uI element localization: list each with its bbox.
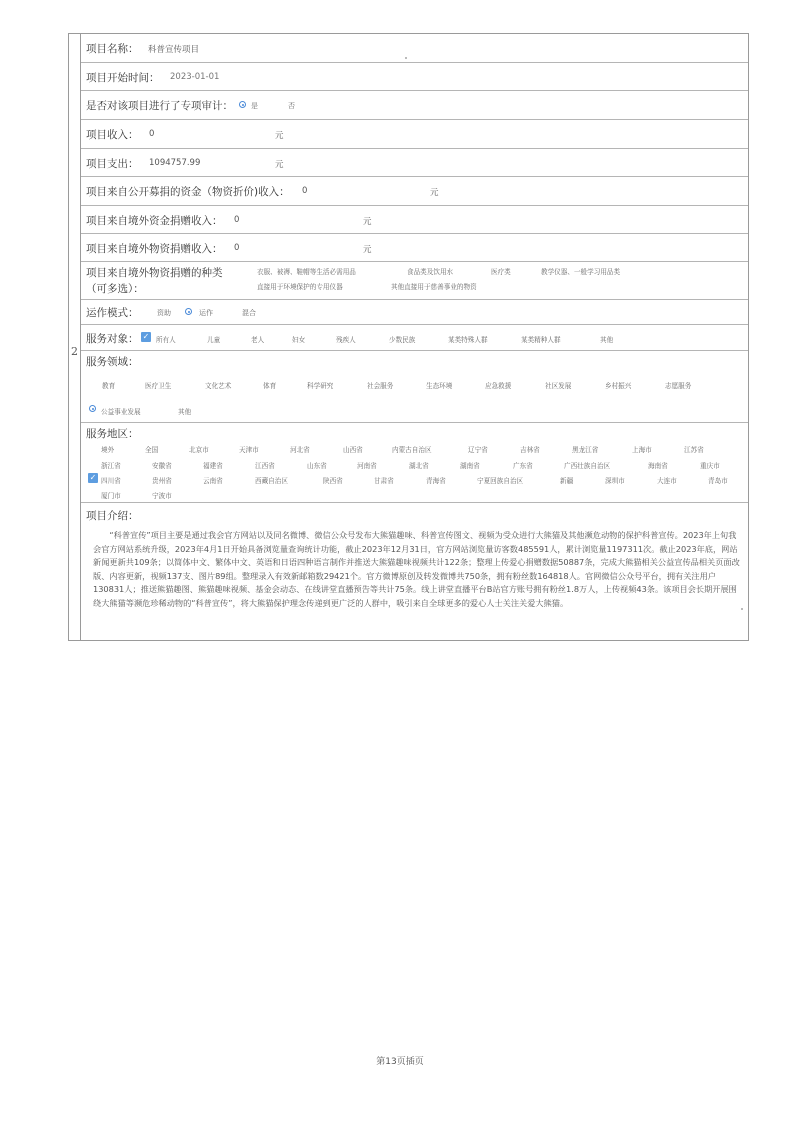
- page-insert-footer: 第13页插页: [376, 1057, 424, 1067]
- expense-unit: 元: [275, 160, 284, 170]
- field-option[interactable]: 社区发展: [545, 382, 572, 390]
- audit-yes-label: 是: [251, 102, 258, 110]
- foreign-goods-label: 项目来自境外物资捐赠收入：: [86, 243, 223, 255]
- row-operation-mode: [81, 300, 748, 325]
- row-special-audit: [81, 91, 748, 120]
- region-option[interactable]: 青海省: [426, 477, 446, 485]
- region-option[interactable]: 河北省: [290, 446, 310, 454]
- target-option[interactable]: 老人: [251, 336, 265, 344]
- region-option[interactable]: 厦门市: [101, 492, 121, 500]
- row-project-intro: [81, 503, 748, 642]
- region-option[interactable]: 宁波市: [152, 492, 172, 500]
- scan-mark: [741, 608, 743, 610]
- region-option[interactable]: 海南省: [648, 462, 668, 470]
- intro-label: 项目介绍：: [86, 510, 139, 522]
- row-service-targets: [81, 325, 748, 351]
- field-option[interactable]: 体育: [263, 382, 277, 390]
- income-unit: 元: [275, 131, 284, 141]
- row-project-name: [81, 34, 748, 63]
- region-option[interactable]: 内蒙古自治区: [392, 446, 432, 454]
- service-targets-label: 服务对象：: [86, 333, 139, 345]
- row-start-time: [81, 63, 748, 91]
- region-option-selected[interactable]: 四川省: [101, 477, 121, 485]
- region-option[interactable]: 浙江省: [101, 462, 121, 470]
- audit-no-label[interactable]: 否: [288, 102, 295, 110]
- income-value[interactable]: 0: [149, 129, 155, 139]
- left-margin-column: [69, 34, 81, 640]
- target-option[interactable]: 所有人: [156, 336, 176, 344]
- region-option[interactable]: 吉林省: [520, 446, 540, 454]
- operation-mode-label: 运作模式：: [86, 307, 139, 319]
- foreign-funds-label: 项目来自境外资金捐赠收入：: [86, 215, 223, 227]
- region-option[interactable]: 青岛市: [708, 477, 728, 485]
- project-form: [68, 33, 749, 641]
- region-sichuan-checkbox[interactable]: ✓: [89, 473, 97, 482]
- region-option[interactable]: 陕西省: [323, 477, 343, 485]
- region-option[interactable]: 云南省: [203, 477, 223, 485]
- region-option[interactable]: 北京市: [189, 446, 209, 454]
- target-option[interactable]: 残疾人: [336, 336, 356, 344]
- field-option[interactable]: 其他: [178, 408, 192, 416]
- region-option[interactable]: 重庆市: [700, 462, 720, 470]
- region-option[interactable]: 广西壮族自治区: [564, 462, 611, 470]
- goods-type-option[interactable]: 其他直接用于慈善事业的物资: [391, 283, 477, 291]
- expense-value[interactable]: 1094757.99: [149, 158, 201, 168]
- field-option[interactable]: 志愿服务: [665, 382, 692, 390]
- field-option[interactable]: 文化艺术: [205, 382, 232, 390]
- target-option[interactable]: 少数民族: [389, 336, 416, 344]
- region-option[interactable]: 上海市: [632, 446, 652, 454]
- goods-type-option[interactable]: 直接用于环境保护的专用仪器: [257, 283, 343, 291]
- region-option[interactable]: 江西省: [255, 462, 275, 470]
- row-service-regions: [81, 423, 748, 503]
- field-option[interactable]: 教育: [102, 382, 116, 390]
- region-option[interactable]: 福建省: [203, 462, 223, 470]
- region-option[interactable]: 湖北省: [409, 462, 429, 470]
- foreign-funds-value[interactable]: 0: [234, 215, 240, 225]
- audit-yes-radio[interactable]: [239, 101, 246, 108]
- region-option[interactable]: 天津市: [239, 446, 259, 454]
- goods-types-label: 项目来自境外物资捐赠的种类: [86, 267, 223, 279]
- region-option[interactable]: 湖南省: [460, 462, 480, 470]
- field-selected-radio[interactable]: [89, 405, 96, 412]
- foreign-funds-unit: 元: [363, 217, 372, 227]
- region-option[interactable]: 全国: [145, 446, 159, 454]
- region-option[interactable]: 境外: [101, 446, 115, 454]
- start-time-label: 项目开始时间：: [86, 72, 160, 84]
- region-option[interactable]: 江苏省: [684, 446, 704, 454]
- project-name-label: 项目名称：: [86, 43, 139, 55]
- target-option[interactable]: 妇女: [292, 336, 306, 344]
- field-option[interactable]: 生态环境: [426, 382, 453, 390]
- target-all-checkbox[interactable]: ✓: [142, 332, 150, 341]
- region-option[interactable]: 山西省: [343, 446, 363, 454]
- region-option[interactable]: 广东省: [513, 462, 533, 470]
- service-fields-label: 服务领域：: [86, 356, 139, 368]
- row-income: [81, 120, 748, 149]
- field-option-selected[interactable]: 公益事业发展: [101, 408, 141, 416]
- income-label: 项目收入：: [86, 129, 139, 141]
- region-option[interactable]: 新疆: [560, 477, 574, 485]
- row-public-fundraising: [81, 177, 748, 206]
- row-foreign-funds: [81, 206, 748, 234]
- special-audit-label: 是否对该项目进行了专项审计：: [86, 100, 233, 112]
- field-option[interactable]: 社会服务: [367, 382, 394, 390]
- target-option[interactable]: 儿童: [207, 336, 221, 344]
- target-option[interactable]: 某类精种人群: [521, 336, 561, 344]
- service-regions-label: 服务地区：: [86, 428, 139, 440]
- page-side-number: 2: [71, 345, 78, 358]
- region-option[interactable]: 安徽省: [152, 462, 172, 470]
- region-option[interactable]: 甘肃省: [374, 477, 394, 485]
- public-fundraising-value[interactable]: 0: [302, 186, 308, 196]
- mode-option-mixed[interactable]: 混合: [242, 309, 256, 317]
- mode-option-operate[interactable]: 运作: [199, 309, 213, 317]
- region-option[interactable]: 贵州省: [152, 477, 172, 485]
- region-option[interactable]: 深圳市: [605, 477, 625, 485]
- expense-label: 项目支出：: [86, 158, 139, 170]
- goods-type-option[interactable]: 衣服、被褥、鞋帽等生活必需用品: [257, 268, 356, 276]
- field-option[interactable]: 乡村振兴: [605, 382, 632, 390]
- region-option[interactable]: 辽宁省: [468, 446, 488, 454]
- mode-operate-radio[interactable]: [185, 308, 192, 315]
- field-option[interactable]: 医疗卫生: [145, 382, 172, 390]
- foreign-goods-unit: 元: [363, 245, 372, 255]
- start-time-value[interactable]: 2023-01-01: [170, 72, 220, 82]
- target-option[interactable]: 某类特殊人群: [448, 336, 488, 344]
- row-foreign-goods: [81, 234, 748, 262]
- region-option[interactable]: 宁夏回族自治区: [477, 477, 524, 485]
- goods-type-option[interactable]: 医疗类: [491, 268, 511, 276]
- region-option[interactable]: 黑龙江省: [572, 446, 599, 454]
- region-option[interactable]: 山东省: [307, 462, 327, 470]
- intro-text: “科普宣传”项目主要是通过我会官方网站以及同名微博、微信公众号发布大熊猫趣味、科普宣传图文、视频为受众进行大熊猫及其他濒危动物的保护科普宣传。2023年上旬我会官方网站系统升级，2023年4月1日开始具备浏览量查询统计功能，截止2023年12月31日，官方网站浏览量访客数485591人，累计浏览量1197311次。截止2023年底，网站新闻更新共109条；以简体中文、繁体中文、英语和日语四种语言制作并推送大熊猫趣味视频共计122条；整理上传爱心捐赠数据50887条，完成大熊猫相关公益宣传品相关页面改版、内容更新，视频137支、图片89组。整理录入有效新邮箱数29421个。官方微博原创及转发微博共750条，拥有粉丝数164818人。官网微信公众号平台，拥有关注用户130831人；推送熊猫趣图、熊猫趣味视频、基金会动态、在线讲堂直播预告等共计75条。线上讲堂直播平台B站官方账号拥有粉丝1.8万人，上传视频43条。该项目会长期开展围绕大熊猫等濒危珍稀动物的“科普宣传”，将大熊猫保护理念传递到更广泛的人群中，吸引来自全球更多的爱心人士关注关爱大熊猫。: [93, 530, 740, 608]
- field-option[interactable]: 应急救援: [485, 382, 512, 390]
- region-option[interactable]: 西藏自治区: [255, 477, 288, 485]
- row-service-fields: [81, 351, 748, 423]
- row-foreign-goods-types: [81, 262, 748, 300]
- region-option[interactable]: 大连市: [657, 477, 677, 485]
- mode-option-fund[interactable]: 资助: [157, 309, 171, 317]
- goods-type-option[interactable]: 食品类及饮用水: [407, 268, 454, 276]
- field-option[interactable]: 科学研究: [307, 382, 334, 390]
- scan-mark: [405, 57, 407, 59]
- row-expense: [81, 149, 748, 177]
- project-name-value[interactable]: 科普宣传项目: [148, 45, 200, 55]
- goods-types-label-multi: （可多选）：: [86, 283, 144, 295]
- goods-type-option[interactable]: 教学仪器、一般学习用品类: [541, 268, 621, 276]
- foreign-goods-value[interactable]: 0: [234, 243, 240, 253]
- public-fundraising-unit: 元: [430, 188, 439, 198]
- public-fundraising-label: 项目来自公开募捐的资金（物资折价)收入：: [86, 186, 290, 198]
- target-option[interactable]: 其他: [600, 336, 614, 344]
- region-option[interactable]: 河南省: [357, 462, 377, 470]
